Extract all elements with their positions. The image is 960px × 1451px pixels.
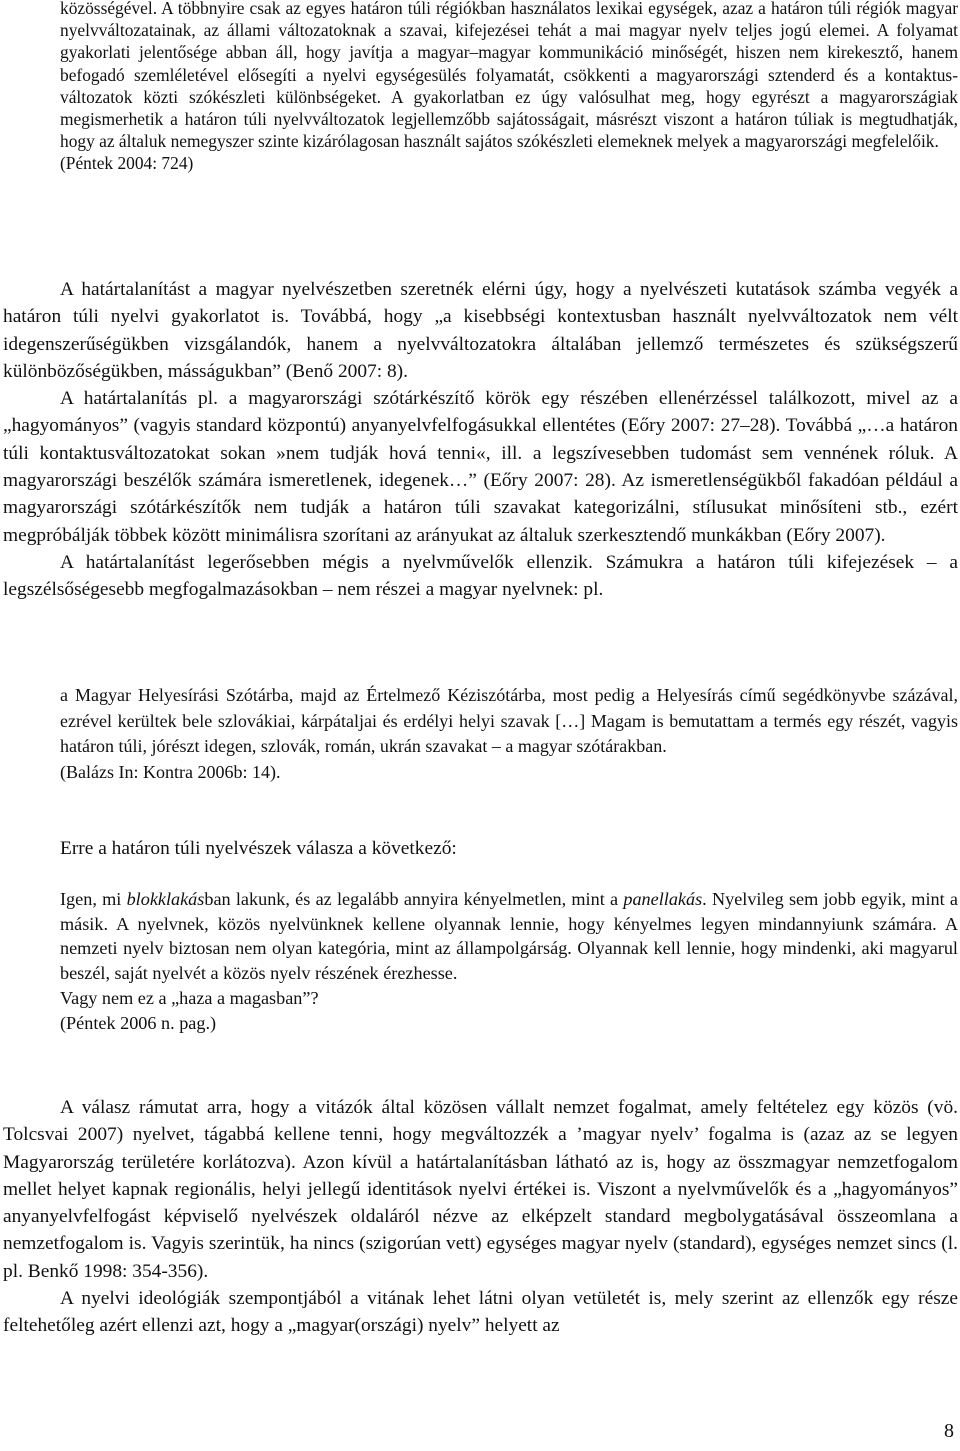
block-quote-balazs xyxy=(60,683,958,785)
paragraph-nyelvmuvelok: A határtalanítást legerősebben mégis a nyelvművelők ellenzik. Számukra a határon túli kifejezések – a legszélsőségesebb megfogalmazásokban – nem részei a magyar nyelvnek: pl. xyxy=(3,551,958,601)
intro-text: Erre a határon túli nyelvészek válasza a következő: xyxy=(60,838,457,859)
paragraph-ideologiak: A nyelvi ideológiák szempontjából a vitának lehet látni olyan vetületét is, mely szerint az ellenzők egy része feltehetőleg azért ellenzi azt, hogy a „magyar(országi) nyelv” helyett az xyxy=(3,1288,958,1337)
quote-reference: (Péntek 2006 n. pag.) xyxy=(60,1012,217,1033)
paragraph-szotarkeszito: A határtalanítás pl. a magyarországi szótárkészítő körök egy részében ellenérzéssel találkozott, mivel az a „hagyományos” (vagyis standard központú) anyanyelvfelfogásukkal ellentétes (Eőry 2007: 27–28). Továbbá „…a határon túli kontaktusváltozatokat sokan »nem tudják hová tenni«, ill. a legszívesebben tudomást sem vennének róluk. A magyarországi beszélők számára ismeretlenek, idegenek…” (Eőry 2007: 28). Az ismeretlenségükből fakadóan például a magyarországi szótárkészítők nem tudják a határon túli szavakat kategorizálni, stílusukat minősíteni stb., ezért megpróbálják többek között minimálisra szorítani az arányukat az általuk szerkesztendő munkákban (Eőry 2007). xyxy=(3,388,958,546)
paragraph-valasz: A válasz rámutat arra, hogy a vitázók által közösen vállalt nemzet fogalmat, amely feltételez egy közös (vö. Tolcsvai 2007) nyelvet, tágabbá kellene tenni, hogy megváltozzék a ’magyar nyelv’ fogalma is (azaz az se legyen Magyarország területére korlátozva). Azon kívül a határtalanításban látható az is, hogy az összmagyar nemzetfogalom mellet helyet kapnak regionális, helyi jellegű identitások nyelvi értékei is. Viszont a nyelvművelők és a „hagyományos” anyanyelvfelfogást képviselő nyelvészek oldaláról nézve az elképzelt standard megbolygatásával összeomlana a nemzetfogalom is. Vagyis szerintük, ha nincs (szigorúan vett) egységes magyar nyelv (standard), egységes nemzet sincs (l. pl. Benkő 1998: 354-356). xyxy=(3,1097,958,1282)
quote-question: Vagy nem ez a „haza a magasban”? xyxy=(60,987,319,1008)
page-number: 8 xyxy=(944,1420,954,1442)
block-quote-pentek-2006 xyxy=(60,887,958,1035)
italic-term: blokklakás xyxy=(126,889,205,909)
body-section-1 xyxy=(3,276,958,604)
intro-line xyxy=(60,835,958,862)
paragraph-hatartalanitas: A határtalanítást a magyar nyelvészetben szeretnék elérni úgy, hogy a nyelvészeti kutatások számba vegyék a határon túli nyelvi gyakorlatot is. Továbbá, hogy „a kisebbségi kontextusban használt nyelvváltozatok nem vélt idegenszerűségükben vizsgálandók, hanem a nyelvváltozatokra általában jellemző természetes és szükségszerű különbözőségükben, másságukban” (Benő 2007: 8). xyxy=(3,279,958,382)
quote-text: közösségével. A többnyire csak az egyes határon túli régiókban használatos lexikai egységek, azaz a határon túli régiók magyar nyelvváltozatainak, az állami változatoknak a szavai, kifejezései tehát a mai magyar nyelv teljes jogú elemei. A folyamat gyakorlati jelentősége abban áll, hogy javítja a magyar–magyar kommunikáció minőségét, hiszen nem kirekesztő, hanem befogadó szemléletével elősegíti a nyelvi egységesülés folyamatát, csökkenti a magyarországi sztenderd és a kontaktus-változatok közti szókészleti különbségeket. A gyakorlatban ez úgy valósulhat meg, hogy egyrészt a magyarországiak megismerhetik a határon túli nyelvváltozatok legjellemzőbb sajátosságait, másrészt viszont a határon túliak is megtudhatják, hogy az általuk nemegyszer szinte kizárólagosan használt sajátos szókészleti elemeknek melyek a magyarországi megfelelőik. xyxy=(60,0,958,152)
quote-text: a Magyar Helyesírási Szótárba, majd az Értelmező Kéziszótárba, most pedig a Helyesírás című segédkönyvbe százával, ezrével kerültek bele szlovákiai, kárpátaljai és erdélyi helyi szavak […] Magam is bemutattam a termés egy részét, vagyis határon túli, jórészt idegen, szlovák, román, ukrán szavakat – a magyar szótárakban. xyxy=(60,685,958,757)
quote-reference: (Péntek 2004: 724) xyxy=(60,153,194,174)
italic-term: panellakás xyxy=(623,889,703,909)
block-quote-pentek-2004 xyxy=(60,0,958,175)
quote-reference: (Balázs In: Kontra 2006b: 14). xyxy=(60,761,281,782)
body-section-2 xyxy=(3,1094,958,1340)
quote-text: Igen, mi blokklakásban lakunk, és az legalább annyira kényelmetlen, mint a panellakás. Nyelvileg sem jobb egyik, mint a másik. A nyelvnek, közös nyelvünknek kellene olyannak lennie, hogy kényelmes legyen mindannyiunk számára. A nemzeti nyelv biztosan nem olyan kategória, mint az állampolgárság. Olyannak kell lennie, hogy mindenki, aki magyarul beszél, saját nyelvét a közös nyelv részének érezhesse. xyxy=(60,889,958,984)
